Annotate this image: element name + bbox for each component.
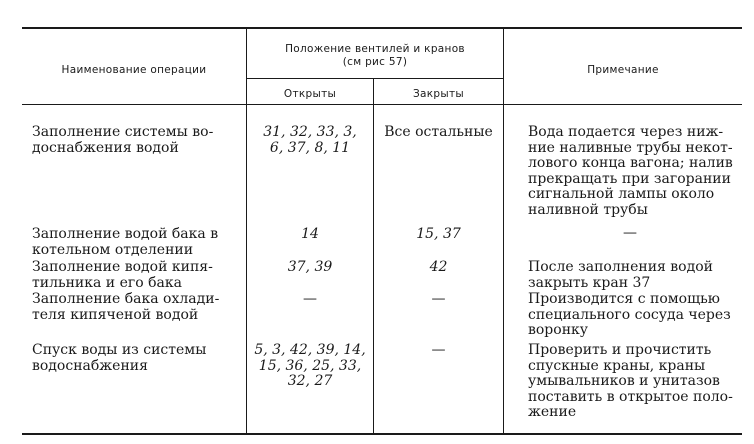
row-3-operation-line: тильника и его бака	[32, 274, 182, 291]
row-1-note-line: наливной трубы	[528, 201, 648, 218]
row-4-operation-line: теля кипяченой водой	[32, 306, 199, 323]
row-5-closed: —	[431, 342, 446, 358]
row-2-closed: 15, 37	[416, 226, 461, 242]
row-5-operation	[32, 343, 240, 374]
row-4-note	[528, 292, 738, 339]
row-5-open-line: 5, 3, 42, 39, 14,	[254, 342, 366, 358]
row-1-note-line: ние наливные трубы некот-	[528, 139, 733, 156]
row-3-closed: 42	[429, 259, 448, 275]
row-5-note-line: умывальников и унитазов	[528, 373, 720, 389]
row-2-operation	[32, 227, 240, 258]
row-1-open-line: 31, 32, 33, 3,	[263, 124, 357, 140]
row-2-open: 14	[301, 226, 319, 242]
header-bottom-rule	[22, 104, 742, 105]
row-2-operation-line: котельном отделении	[32, 241, 194, 258]
row-1-open	[248, 125, 372, 156]
row-1-operation-line: доснабжения водой	[32, 139, 179, 156]
row-2-operation-line: Заполнение водой бака в	[32, 226, 219, 242]
row-3-note-line: После заполнения водой	[528, 259, 713, 275]
row-5-operation-line: водоснабжения	[32, 357, 148, 374]
header-valves-line2: (см рис 57)	[342, 56, 408, 68]
header-open: Открыты	[283, 88, 337, 100]
column-divider-3	[503, 28, 504, 433]
row-1-note-line: Вода подается через ниж-	[528, 124, 724, 140]
row-1-note	[528, 125, 738, 218]
header-operation: Наименование операции	[61, 64, 207, 76]
row-1-note-line: лового конца вагона; налив	[528, 155, 733, 171]
row-1-open-line: 6, 37, 8, 11	[269, 139, 351, 156]
header-closed: Закрыты	[413, 88, 464, 100]
row-1-note-line: сигнальной лампы около	[528, 186, 715, 202]
row-5-note-line: жение	[528, 404, 577, 420]
row-5-note-line: Проверить и прочистить	[528, 342, 712, 358]
row-3-note	[528, 260, 738, 291]
row-5-open-line: 15, 36, 25, 33,	[258, 357, 362, 374]
row-3-note-line: закрыть кран 37	[528, 274, 651, 291]
row-4-note-line: специального сосуда через	[528, 306, 731, 323]
row-3-operation-line: Заполнение водой кипя-	[32, 259, 213, 275]
row-4-operation-line: Заполнение бака охлади-	[32, 291, 220, 307]
row-4-operation	[32, 292, 240, 323]
row-4-closed: —	[431, 291, 446, 307]
row-1-operation	[32, 125, 240, 156]
row-5-open	[248, 343, 372, 390]
table-top-rule	[22, 27, 742, 29]
table-bottom-rule	[22, 433, 742, 435]
row-5-note-line: поставить в открытое поло-	[528, 388, 733, 405]
row-1-note-line: прекращать при загорании	[528, 170, 731, 187]
row-2-note: —	[623, 225, 637, 241]
row-1-closed: Все остальные	[384, 124, 493, 140]
row-4-open: —	[303, 291, 317, 307]
row-5-note-line: спускные краны, краны	[528, 357, 706, 374]
header-note: Примечание	[587, 64, 659, 76]
row-5-operation-line: Спуск воды из системы	[32, 342, 207, 358]
row-4-note-line: воронку	[528, 322, 589, 338]
row-3-open: 37, 39	[287, 259, 333, 275]
row-3-operation	[32, 260, 240, 291]
header-valves-line1: Положение вентилей и кранов	[285, 43, 465, 55]
header-valves	[247, 43, 503, 69]
column-divider-open-closed	[373, 79, 374, 433]
row-4-note-line: Производится с помощью	[528, 291, 720, 307]
row-1-operation-line: Заполнение системы во-	[32, 124, 214, 140]
row-5-open-line: 32, 27	[287, 373, 333, 389]
row-5-note	[528, 343, 738, 421]
header-split-rule	[246, 78, 503, 79]
